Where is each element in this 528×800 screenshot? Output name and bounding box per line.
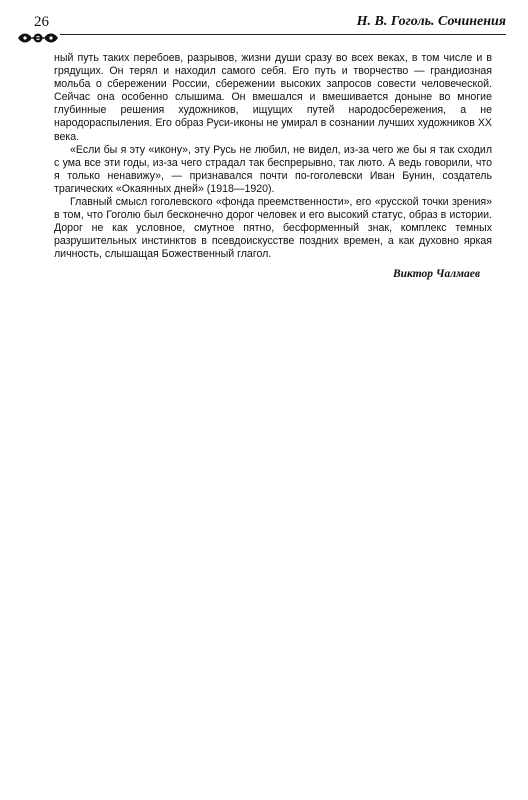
author-signature: Виктор Чалмаев — [392, 268, 480, 280]
paragraph: «Если бы я эту «икону», эту Русь не любил, не видел, из-за чего же бы я так сходил с ума все эти годы, из-за чего страдал так беспрерывно, так люто. А ведь говорили, что я только ненавижу», — признавался почти по-гоголевски Иван Бунин, создатель трагических «Окаянных дней» (1918—1920). — [54, 143, 492, 195]
paragraph: Главный смысл гоголевского «фонда преемственности», его «русской точки зрения» в том, что Гоголю был бесконечно дорог человек и его высокий статус, образ в истории. Дорог не как условное, смутное пятно, бесформенный знак, комплекс темных разрушительных инстинктов в псевдоискусстве поздних времен, а как духовно яркая личность, слышащая Божественный глагол. — [54, 196, 492, 261]
body-text — [54, 52, 492, 262]
floral-ornament-icon — [16, 30, 60, 46]
paragraph: ный путь таких перебоев, разрывов, жизни души сразу во всех веках, в том числе и в грядущих. Он терял и находил самого себя. Его путь и творчество — грандиозная мольба о сбережении России, сбережении высоких запросов совести человеческой. Сейчас она особенно слышима. Он вмешался и вмешивается доныне во многие глубинные решения художников, ищущих путей народосбережения, а не народораспыления. Его образ Руси-иконы не умирал в сознании лучших художников XX века. — [54, 52, 492, 143]
page-number: 26 — [34, 14, 49, 30]
running-title: Н. В. Гоголь. Сочинения — [356, 14, 506, 29]
header-rule — [60, 34, 506, 35]
